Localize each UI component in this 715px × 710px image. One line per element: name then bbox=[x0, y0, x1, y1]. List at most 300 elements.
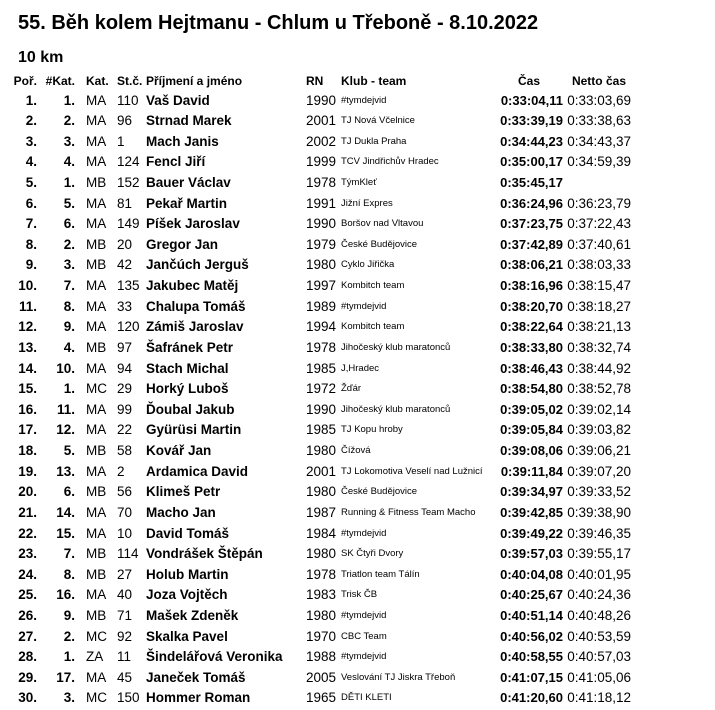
cell-poradi: 9. bbox=[25, 257, 37, 273]
table-row bbox=[0, 503, 715, 524]
table-row bbox=[0, 688, 715, 709]
cell-klub: Jižní Expres bbox=[341, 197, 393, 209]
cell-start-cislo: 1 bbox=[117, 133, 125, 149]
cell-kat: MB bbox=[86, 174, 107, 190]
cell-start-cislo: 94 bbox=[117, 360, 133, 376]
table-row bbox=[0, 585, 715, 606]
cell-kat-poradi: 2. bbox=[63, 236, 75, 252]
cell-klub: Boršov nad Vltavou bbox=[341, 218, 424, 230]
cell-cas: 0:39:05,84 bbox=[500, 422, 563, 438]
cell-jmeno: Chalupa Tomáš bbox=[146, 298, 246, 314]
cell-poradi: 8. bbox=[25, 236, 37, 252]
cell-kat-poradi: 3. bbox=[63, 690, 75, 706]
cell-poradi: 5. bbox=[25, 174, 37, 190]
cell-kat-poradi: 10. bbox=[56, 360, 75, 376]
cell-kat: MC bbox=[86, 381, 107, 397]
cell-netto: 0:38:03,33 bbox=[567, 257, 631, 273]
cell-poradi: 27. bbox=[18, 628, 37, 644]
cell-cas: 0:41:07,15 bbox=[500, 669, 563, 685]
cell-cas: 0:36:24,96 bbox=[500, 195, 563, 211]
cell-cas: 0:39:34,97 bbox=[500, 484, 563, 500]
table-row bbox=[0, 111, 715, 132]
table-row bbox=[0, 214, 715, 235]
cell-kat: MA bbox=[86, 92, 107, 108]
cell-netto: 0:38:15,47 bbox=[567, 278, 631, 294]
table-header bbox=[0, 72, 715, 93]
table-row bbox=[0, 379, 715, 400]
cell-kat: MA bbox=[86, 113, 107, 129]
cell-rn: 2005 bbox=[306, 669, 337, 685]
cell-cas: 0:39:49,22 bbox=[500, 525, 563, 541]
header-kat: Kat. bbox=[86, 74, 109, 88]
cell-netto: 0:34:43,37 bbox=[567, 133, 631, 149]
cell-klub: Triatlon team Tálín bbox=[341, 568, 420, 580]
cell-start-cislo: 2 bbox=[117, 463, 125, 479]
cell-kat-poradi: 5. bbox=[63, 195, 75, 211]
cell-cas: 0:38:33,80 bbox=[500, 339, 563, 355]
cell-kat: MA bbox=[86, 504, 107, 520]
cell-netto: 0:39:38,90 bbox=[567, 504, 631, 520]
cell-cas: 0:40:56,02 bbox=[500, 628, 563, 644]
cell-cas: 0:38:22,64 bbox=[500, 319, 563, 335]
cell-kat: MA bbox=[86, 278, 107, 294]
cell-rn: 1990 bbox=[306, 216, 337, 232]
cell-jmeno: Horký Luboš bbox=[146, 381, 229, 397]
cell-rn: 1978 bbox=[306, 339, 337, 355]
cell-poradi: 15. bbox=[18, 381, 37, 397]
cell-kat-poradi: 8. bbox=[63, 566, 75, 582]
cell-klub: České Budějovice bbox=[341, 238, 418, 250]
cell-cas: 0:38:16,96 bbox=[500, 278, 563, 294]
cell-start-cislo: 81 bbox=[117, 195, 133, 211]
cell-rn: 1991 bbox=[306, 195, 337, 211]
cell-jmeno: Strnad Marek bbox=[146, 113, 232, 129]
cell-jmeno: David Tomáš bbox=[146, 525, 230, 541]
cell-klub: #tymdejvid bbox=[341, 610, 387, 621]
cell-netto: 0:33:03,69 bbox=[567, 92, 631, 108]
cell-jmeno: Bauer Václav bbox=[146, 174, 231, 190]
cell-cas: 0:38:06,21 bbox=[500, 257, 563, 273]
cell-kat-poradi: 1. bbox=[63, 381, 75, 397]
cell-rn: 2001 bbox=[306, 463, 337, 479]
cell-klub: #tymdejvid bbox=[341, 300, 387, 312]
cell-netto: 0:39:55,17 bbox=[567, 546, 631, 562]
cell-start-cislo: 58 bbox=[117, 443, 133, 459]
cell-klub: Veslování TJ Jiskra Třeboň bbox=[341, 671, 456, 683]
table-row bbox=[0, 235, 715, 256]
table-row bbox=[0, 173, 715, 194]
cell-kat: MB bbox=[86, 484, 107, 500]
cell-klub: TJ Nová Včelnice bbox=[341, 115, 415, 127]
cell-klub: Jihočeský klub maratonců bbox=[341, 341, 451, 353]
cell-start-cislo: 97 bbox=[117, 339, 133, 355]
cell-netto: 0:38:21,13 bbox=[567, 319, 631, 335]
cell-jmeno: Holub Martin bbox=[146, 566, 229, 582]
cell-rn: 1979 bbox=[306, 236, 337, 252]
cell-netto: 0:38:32,74 bbox=[567, 339, 631, 355]
cell-rn: 1994 bbox=[306, 319, 337, 335]
cell-poradi: 16. bbox=[18, 401, 37, 417]
cell-poradi: 11. bbox=[18, 298, 37, 314]
cell-cas: 0:39:11,84 bbox=[500, 463, 563, 479]
cell-cas: 0:38:54,80 bbox=[500, 381, 563, 397]
cell-cas: 0:39:42,85 bbox=[500, 504, 563, 520]
cell-kat-poradi: 13. bbox=[56, 463, 75, 479]
cell-rn: 1999 bbox=[306, 154, 337, 170]
cell-cas: 0:34:44,23 bbox=[500, 133, 563, 149]
cell-jmeno: Šafránek Petr bbox=[146, 339, 234, 355]
cell-cas: 0:39:05,02 bbox=[500, 401, 563, 417]
table-row bbox=[0, 544, 715, 565]
cell-klub: Running & Fitness Team Macho bbox=[341, 506, 476, 518]
cell-rn: 1985 bbox=[306, 360, 337, 376]
cell-jmeno: Jakubec Matěj bbox=[146, 278, 239, 294]
cell-jmeno: Janeček Tomáš bbox=[146, 669, 246, 685]
cell-jmeno: Vaš David bbox=[146, 92, 210, 108]
table-row bbox=[0, 420, 715, 441]
cell-start-cislo: 124 bbox=[117, 154, 140, 170]
cell-rn: 1990 bbox=[306, 401, 337, 417]
cell-poradi: 10. bbox=[18, 278, 37, 294]
cell-cas: 0:39:08,06 bbox=[500, 443, 563, 459]
cell-kat: MA bbox=[86, 587, 107, 603]
cell-poradi: 24. bbox=[18, 566, 37, 582]
cell-poradi: 13. bbox=[18, 339, 37, 355]
cell-klub: České Budějovice bbox=[341, 486, 418, 498]
table-row bbox=[0, 668, 715, 689]
cell-netto: 0:39:33,52 bbox=[567, 484, 631, 500]
cell-start-cislo: 70 bbox=[117, 504, 133, 520]
cell-netto: 0:36:23,79 bbox=[567, 195, 631, 211]
cell-kat: MA bbox=[86, 298, 107, 314]
cell-start-cislo: 33 bbox=[117, 298, 133, 314]
cell-kat-poradi: 9. bbox=[63, 319, 75, 335]
cell-rn: 1990 bbox=[306, 92, 337, 108]
cell-kat-poradi: 14. bbox=[56, 504, 75, 520]
cell-kat: MB bbox=[86, 339, 107, 355]
cell-rn: 1997 bbox=[306, 278, 337, 294]
cell-rn: 1978 bbox=[306, 174, 337, 190]
cell-cas: 0:40:25,67 bbox=[500, 587, 563, 603]
table-row bbox=[0, 441, 715, 462]
cell-klub: TJ Lokomotiva Veselí nad Lužnicí bbox=[341, 465, 483, 477]
cell-start-cislo: 99 bbox=[117, 401, 133, 417]
cell-start-cislo: 149 bbox=[117, 216, 140, 232]
cell-kat-poradi: 3. bbox=[63, 257, 75, 273]
cell-netto: 0:39:03,82 bbox=[567, 422, 631, 438]
cell-cas: 0:41:20,60 bbox=[500, 690, 563, 706]
table-row bbox=[0, 462, 715, 483]
cell-kat-poradi: 1. bbox=[63, 92, 75, 108]
cell-kat-poradi: 1. bbox=[63, 174, 75, 190]
cell-poradi: 20. bbox=[18, 484, 37, 500]
cell-start-cislo: 120 bbox=[117, 319, 140, 335]
cell-jmeno: Píšek Jaroslav bbox=[146, 216, 240, 232]
cell-jmeno: Vondrášek Štěpán bbox=[146, 546, 263, 562]
cell-netto: 0:38:44,92 bbox=[567, 360, 631, 376]
cell-netto: 0:41:05,06 bbox=[567, 669, 631, 685]
cell-rn: 1965 bbox=[306, 690, 337, 706]
table-row bbox=[0, 524, 715, 545]
cell-klub: Trisk ČB bbox=[341, 589, 378, 601]
table-row bbox=[0, 606, 715, 627]
cell-kat: MA bbox=[86, 319, 107, 335]
cell-klub: CBC Team bbox=[341, 630, 387, 642]
cell-jmeno: Gyürüsi Martin bbox=[146, 422, 242, 438]
cell-start-cislo: 110 bbox=[117, 92, 139, 108]
cell-klub: TJ Dukla Praha bbox=[341, 135, 407, 147]
cell-jmeno: Mach Janis bbox=[146, 133, 219, 149]
header-poradi: Poř. bbox=[13, 74, 37, 88]
cell-netto: 0:40:53,59 bbox=[567, 628, 631, 644]
table-row bbox=[0, 91, 715, 112]
cell-kat: MB bbox=[86, 257, 107, 273]
cell-jmeno: Ďoubal Jakub bbox=[146, 401, 235, 417]
table-row bbox=[0, 647, 715, 668]
cell-start-cislo: 92 bbox=[117, 628, 133, 644]
cell-kat: MA bbox=[86, 360, 107, 376]
cell-cas: 0:40:04,08 bbox=[500, 566, 563, 582]
cell-kat: MB bbox=[86, 608, 107, 623]
cell-kat-poradi: 11. bbox=[56, 401, 75, 417]
cell-kat-poradi: 7. bbox=[63, 278, 75, 294]
cell-rn: 1987 bbox=[306, 504, 337, 520]
cell-rn: 1980 bbox=[306, 484, 337, 500]
cell-jmeno: Joza Vojtěch bbox=[146, 587, 228, 603]
cell-jmeno: Jančúch Jerguš bbox=[146, 257, 249, 273]
cell-start-cislo: 20 bbox=[117, 236, 133, 252]
cell-netto: 0:40:57,03 bbox=[567, 649, 631, 665]
cell-kat: MA bbox=[86, 154, 107, 170]
cell-poradi: 4. bbox=[25, 154, 37, 170]
cell-klub: Cyklo Jiřička bbox=[341, 259, 395, 271]
cell-rn: 1980 bbox=[306, 257, 337, 273]
cell-kat-poradi: 8. bbox=[63, 298, 75, 314]
cell-kat: MB bbox=[86, 236, 107, 252]
table-row bbox=[0, 276, 715, 297]
cell-rn: 1983 bbox=[306, 587, 337, 603]
table-row bbox=[0, 132, 715, 153]
cell-poradi: 18. bbox=[18, 443, 37, 459]
cell-cas: 0:38:46,43 bbox=[500, 360, 563, 376]
cell-klub: Jihočeský klub maratonců bbox=[341, 403, 451, 415]
cell-poradi: 19. bbox=[18, 463, 37, 479]
cell-kat-poradi: 2. bbox=[63, 628, 75, 644]
cell-jmeno: Fencl Jiří bbox=[146, 154, 206, 170]
table-row bbox=[0, 317, 715, 338]
cell-start-cislo: 29 bbox=[117, 381, 133, 397]
cell-cas: 0:35:00,17 bbox=[500, 154, 563, 170]
cell-kat: MA bbox=[86, 463, 107, 479]
cell-poradi: 3. bbox=[25, 133, 37, 149]
cell-kat: MA bbox=[86, 401, 107, 417]
cell-kat: ZA bbox=[86, 649, 104, 665]
cell-poradi: 6. bbox=[25, 195, 37, 211]
cell-poradi: 21. bbox=[18, 504, 37, 520]
cell-poradi: 23. bbox=[18, 546, 37, 562]
cell-poradi: 30. bbox=[18, 690, 37, 706]
cell-start-cislo: 150 bbox=[117, 690, 140, 706]
cell-netto: 0:39:46,35 bbox=[567, 525, 631, 541]
cell-netto: 0:37:22,43 bbox=[567, 216, 631, 232]
cell-kat-poradi: 7. bbox=[63, 546, 75, 562]
cell-jmeno: Mašek Zdeněk bbox=[146, 608, 239, 623]
cell-klub: Kombitch team bbox=[341, 321, 405, 333]
cell-poradi: 14. bbox=[18, 360, 37, 376]
cell-kat: MB bbox=[86, 546, 107, 562]
cell-cas: 0:37:42,89 bbox=[500, 236, 563, 252]
cell-rn: 1980 bbox=[306, 608, 337, 623]
cell-jmeno: Hommer Roman bbox=[146, 690, 251, 706]
cell-poradi: 28. bbox=[18, 649, 37, 665]
cell-klub: #tymdejvid bbox=[341, 651, 387, 663]
cell-kat: MA bbox=[86, 422, 107, 438]
cell-rn: 1970 bbox=[306, 628, 337, 644]
cell-kat-poradi: 6. bbox=[63, 484, 75, 500]
cell-jmeno: Klimeš Petr bbox=[146, 484, 221, 500]
cell-kat-poradi: 17. bbox=[56, 669, 75, 685]
cell-kat: MA bbox=[86, 195, 107, 211]
cell-netto: 0:39:07,20 bbox=[567, 463, 631, 479]
cell-poradi: 25. bbox=[18, 587, 37, 603]
cell-poradi: 7. bbox=[25, 216, 37, 232]
header-kat-poradi: #Kat. bbox=[45, 74, 75, 88]
cell-netto: 0:38:52,78 bbox=[567, 381, 631, 397]
cell-kat: MA bbox=[86, 133, 107, 149]
table-row bbox=[0, 482, 715, 503]
cell-klub: DĚTI KLETI bbox=[341, 692, 392, 704]
cell-klub: TýmKleť bbox=[341, 176, 377, 188]
cell-rn: 1972 bbox=[306, 381, 337, 397]
header-netto: Netto čas bbox=[571, 74, 626, 88]
cell-start-cislo: 45 bbox=[117, 669, 133, 685]
cell-kat-poradi: 4. bbox=[63, 339, 75, 355]
cell-klub: SK Čtyři Dvory bbox=[341, 548, 404, 560]
cell-kat-poradi: 3. bbox=[63, 133, 75, 149]
cell-rn: 2002 bbox=[306, 133, 337, 149]
cell-kat: MB bbox=[86, 566, 107, 582]
cell-klub: Kombitch team bbox=[341, 280, 405, 292]
table-row bbox=[0, 152, 715, 173]
cell-start-cislo: 22 bbox=[117, 422, 133, 438]
cell-poradi: 1. bbox=[25, 92, 37, 108]
table-row bbox=[0, 400, 715, 421]
table-row bbox=[0, 627, 715, 648]
cell-cas: 0:40:58,55 bbox=[500, 649, 563, 665]
cell-kat-poradi: 5. bbox=[63, 443, 75, 459]
cell-poradi: 2. bbox=[25, 113, 37, 129]
cell-start-cislo: 152 bbox=[117, 174, 140, 190]
cell-jmeno: Šindelářová Veronika bbox=[146, 649, 283, 665]
cell-netto: 0:34:59,39 bbox=[567, 154, 631, 170]
header-start-cislo: St.č. bbox=[117, 74, 143, 88]
cell-rn: 1978 bbox=[306, 566, 337, 582]
cell-kat: MC bbox=[86, 628, 107, 644]
cell-klub: #tymdejvid bbox=[341, 94, 387, 106]
cell-netto: 0:41:18,12 bbox=[567, 690, 631, 706]
cell-kat: MC bbox=[86, 690, 107, 706]
cell-poradi: 12. bbox=[18, 319, 37, 335]
cell-klub: Čížová bbox=[341, 445, 371, 457]
cell-rn: 1989 bbox=[306, 298, 337, 314]
cell-kat: MA bbox=[86, 525, 107, 541]
cell-rn: 2001 bbox=[306, 113, 337, 129]
cell-netto: 0:40:24,36 bbox=[567, 587, 631, 603]
cell-klub: #tymdejvid bbox=[341, 527, 387, 539]
cell-start-cislo: 135 bbox=[117, 278, 140, 294]
cell-start-cislo: 56 bbox=[117, 484, 133, 500]
cell-klub: TCV Jindřichův Hradec bbox=[341, 156, 439, 168]
header-rn: RN bbox=[306, 74, 324, 88]
cell-cas: 0:40:51,14 bbox=[500, 608, 563, 623]
header-klub: Klub - team bbox=[341, 74, 407, 88]
cell-rn: 1984 bbox=[306, 525, 337, 541]
cell-klub: TJ Kopu hroby bbox=[341, 424, 403, 436]
cell-kat: MB bbox=[86, 443, 107, 459]
cell-start-cislo: 10 bbox=[117, 525, 133, 541]
table-row bbox=[0, 565, 715, 586]
cell-jmeno: Kovář Jan bbox=[146, 443, 212, 459]
cell-kat-poradi: 12. bbox=[56, 422, 75, 438]
cell-rn: 1980 bbox=[306, 546, 337, 562]
cell-netto: 0:39:06,21 bbox=[567, 443, 631, 459]
cell-start-cislo: 40 bbox=[117, 587, 133, 603]
cell-jmeno: Stach Michal bbox=[146, 360, 229, 376]
cell-kat-poradi: 4. bbox=[63, 154, 75, 170]
cell-jmeno: Ardamica David bbox=[146, 463, 249, 479]
cell-start-cislo: 114 bbox=[117, 546, 139, 562]
page-title: 55. Běh kolem Hejtmanu - Chlum u Třeboně - 8.10.2022 bbox=[18, 12, 539, 34]
cell-cas: 0:39:57,03 bbox=[500, 546, 563, 562]
cell-kat-poradi: 2. bbox=[63, 113, 75, 129]
cell-netto: 0:37:40,61 bbox=[567, 236, 631, 252]
cell-kat-poradi: 15. bbox=[56, 525, 75, 541]
cell-klub: J,Hradec bbox=[341, 362, 380, 374]
cell-poradi: 17. bbox=[18, 422, 37, 438]
cell-start-cislo: 11 bbox=[117, 649, 132, 665]
cell-jmeno: Skalka Pavel bbox=[146, 628, 228, 644]
cell-jmeno: Pekař Martin bbox=[146, 195, 228, 211]
cell-klub: Žďár bbox=[341, 383, 362, 395]
cell-cas: 0:37:23,75 bbox=[500, 216, 563, 232]
cell-kat-poradi: 6. bbox=[63, 216, 75, 232]
category-heading: 10 km bbox=[18, 49, 64, 66]
table-row bbox=[0, 255, 715, 276]
header-cas: Čas bbox=[517, 74, 540, 88]
cell-rn: 1980 bbox=[306, 443, 337, 459]
cell-kat-poradi: 9. bbox=[63, 608, 75, 623]
cell-cas: 0:33:39,19 bbox=[500, 113, 563, 129]
cell-kat-poradi: 1. bbox=[63, 649, 75, 665]
table-row bbox=[0, 359, 715, 380]
cell-jmeno: Macho Jan bbox=[146, 504, 216, 520]
table-row bbox=[0, 338, 715, 359]
table-row bbox=[0, 297, 715, 318]
cell-cas: 0:33:04,11 bbox=[500, 92, 563, 108]
cell-jmeno: Zámiš Jaroslav bbox=[146, 319, 244, 335]
cell-cas: 0:35:45,17 bbox=[500, 174, 563, 190]
cell-cas: 0:38:20,70 bbox=[500, 298, 563, 314]
cell-netto: 0:38:18,27 bbox=[567, 298, 631, 314]
cell-rn: 1985 bbox=[306, 422, 337, 438]
cell-rn: 1988 bbox=[306, 649, 337, 665]
cell-poradi: 22. bbox=[18, 525, 37, 541]
cell-netto: 0:33:38,63 bbox=[567, 113, 631, 129]
cell-netto: 0:39:02,14 bbox=[567, 401, 631, 417]
cell-start-cislo: 27 bbox=[117, 566, 133, 582]
cell-kat: MA bbox=[86, 669, 107, 685]
cell-poradi: 26. bbox=[18, 608, 37, 623]
